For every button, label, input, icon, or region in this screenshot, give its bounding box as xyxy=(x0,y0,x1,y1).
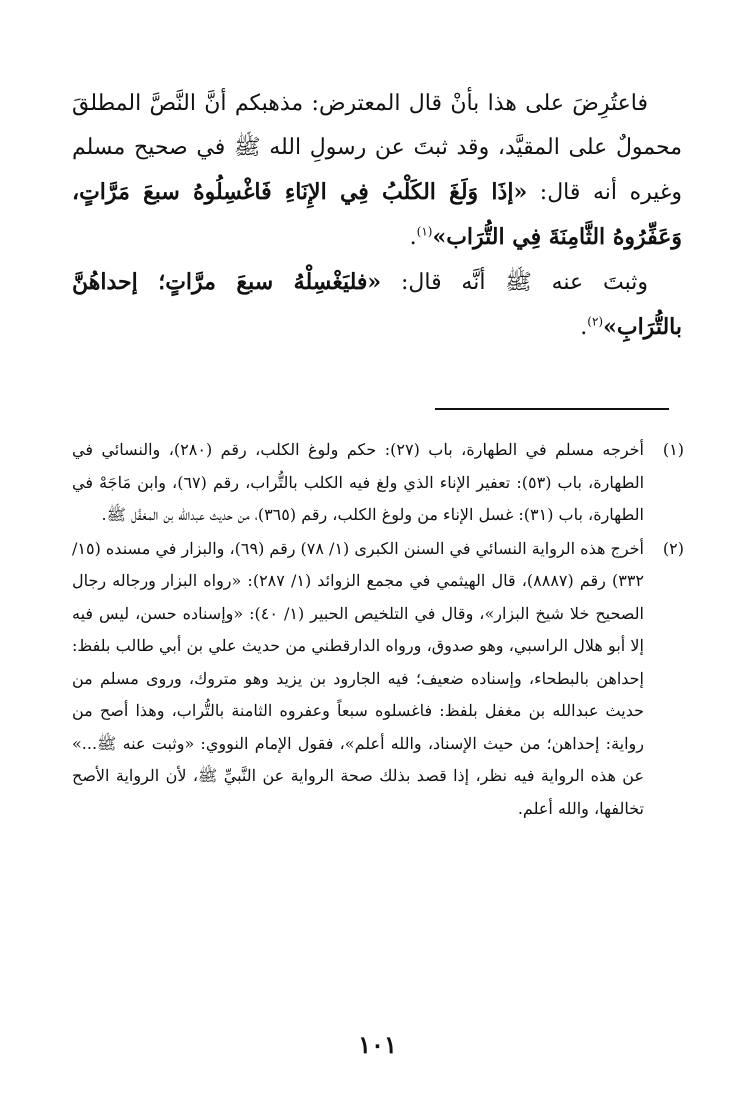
paragraph-1-text: فاعتُرِضَ على هذا بأنْ قال المعترض: مذهبكم أنَّ النَّصَّ المطلقَ محمولٌ على المقيَّد، وقد ثبتَ عن رسولِ الله ﷺ في صحيح مسلم وغيره أنه قال: xyxy=(72,91,683,205)
paragraph-2-text: وثبتَ عنه ﷺ أنَّه قال: xyxy=(381,270,648,295)
main-text xyxy=(72,82,682,350)
footnote-text: أخرج هذه الرواية النسائي في السنن الكبرى (١/ ٧٨) رقم (٦٩)، والبزار في مسنده (١٥/ ٣٣٢) رقم (٨٨٨٧)، قال الهيثمي في مجمع الزوائد (١/ ٢٨٧): «رواه البزار ورجاله رجال الصحيح خلا شيخ البزار»، وقال في التلخيص الحبير (١/ ٤٠): «وإسناده حسن، ليس فيه إلا أبو هلال الراسبي، وهو صدوق، ورواه الدارقطني من حديث علي بن أبي طالب بلفظ: إحداهن بالبطحاء، وإسناده ضعيف؛ فيه الجارود بن يزيد وهو متروك، وروى مسلم من حديث عبدالله بن مغفل بلفظ: فاغسلوه سبعاً وعفروه الثامنة بالتُّراب، وهذا أصح من رواية: إحداهن؛ من حيث الإسناد، والله أعلم»، فقول الإمام النووي: «وثبت عنه ﷺ...» عن هذه الرواية فيه نظر، إذا قصد بذلك صحة الرواية عن النَّبيِّ ﷺ، لأن الرواية الأصح تخالفها، والله أعلم. xyxy=(72,538,645,818)
footnotes xyxy=(72,434,684,826)
hadith-quote-1: «إذَا وَلَغَ الكَلْبُ فِي الإِنَاءِ فَاغْسِلُوهُ سبعَ مَرَّاتٍ، وَعَفِّرُوهُ الثَّامِنَةَ فِي التُّرَاب» xyxy=(72,179,682,250)
footnote-1 xyxy=(72,434,684,532)
footnote-divider xyxy=(435,408,669,410)
paragraph-1 xyxy=(72,82,682,260)
footnote-ref-2: (٢) xyxy=(587,314,604,329)
page-number: ١٠١ xyxy=(358,1030,397,1059)
hadith-quote-2: «فليَغْسِلْهُ سبعَ مرَّاتٍ؛ إحداهُنَّ بالتُّرَابِ» xyxy=(72,269,682,340)
footnote-number: (١) xyxy=(662,440,684,459)
footnote-2 xyxy=(72,533,684,826)
paragraph-2 xyxy=(72,260,682,350)
footnote-ref-1: (١) xyxy=(416,224,433,239)
footnote-text: أخرجه مسلم في الطهارة، باب (٢٧): حكم ولوغ الكلب، رقم (٢٨٠)، والنسائي في الطهارة، باب (٥٣): تعفير الإناء الذي ولغ فيه الكلب بالتُّراب، رقم (٦٧)، وابن مَاجَهْ في الطهارة، باب (٣١): غسل الإناء من ولوغ الكلب، رقم (٣٦٥)، من حديث عبدالله بن المغفَّل ﷺ. xyxy=(72,440,645,524)
paragraph-1-end: . xyxy=(409,225,417,250)
paragraph-2-end: . xyxy=(580,315,588,340)
footnote-number: (٢) xyxy=(662,538,684,558)
